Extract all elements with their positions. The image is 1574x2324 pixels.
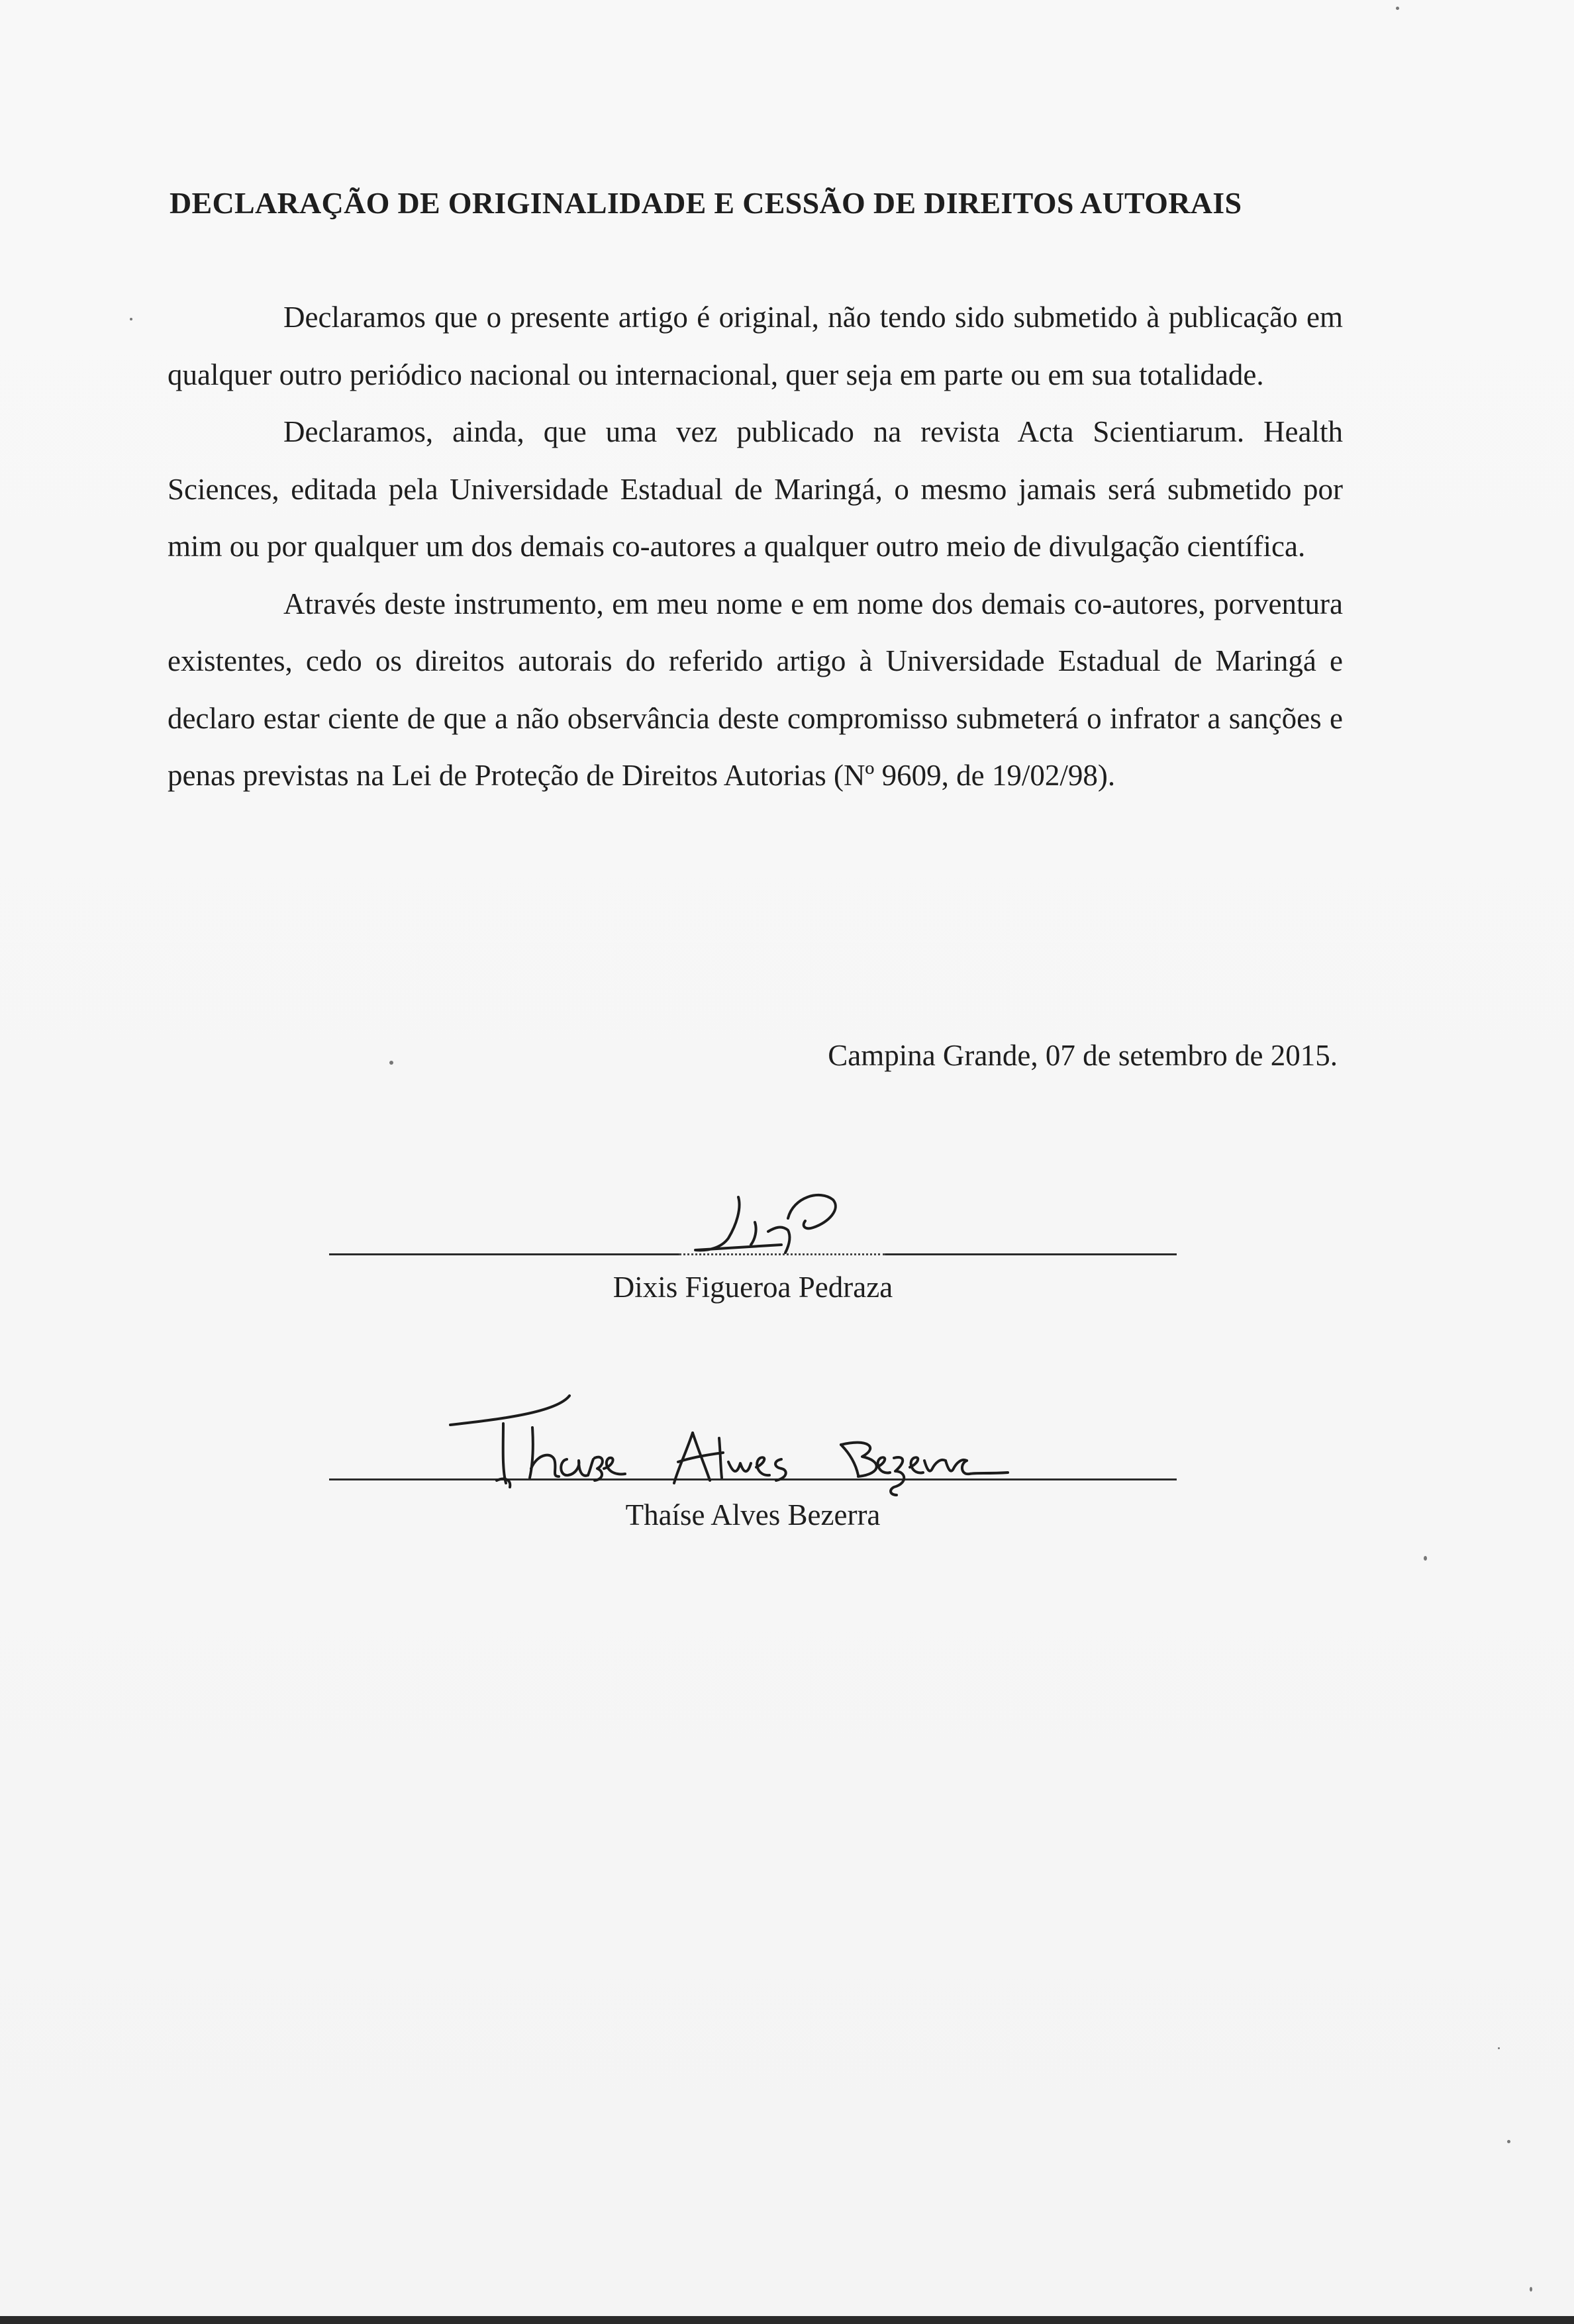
paragraph-publication: Declaramos, ainda, que uma vez publicado na revista Acta Scientiarum. Health Sciences, editada pela Universidade Estadual de Maringá, o mesmo jamais será submetido por mim ou por qualquer um dos demais co-autores a qualquer outro meio de divulgação científica. bbox=[168, 415, 1343, 563]
scan-speck bbox=[1498, 2047, 1500, 2049]
paragraph-rights-transfer: Através deste instrumento, em meu nome e em nome dos demais co-autores, porventura existentes, cedo os direitos autorais do referido artigo à Universidade Estadual de Maringá e declaro estar ciente de que a não observância deste compromisso submeterá o infrator a sanções e penas previstas na Lei de Proteção de Direitos Autorias (Nº 9609, de 19/02/98). bbox=[168, 587, 1343, 792]
scan-speck bbox=[130, 318, 132, 320]
scan-speck bbox=[1507, 2140, 1510, 2143]
signature-thaise-alves-bezerra bbox=[437, 1384, 1033, 1503]
place-and-date: Campina Grande, 07 de setembro de 2015. bbox=[828, 1039, 1338, 1072]
signer-name: Dixis Figueroa Pedraza bbox=[613, 1271, 893, 1304]
page-title: DECLARAÇÃO DE ORIGINALIDADE E CESSÃO DE DIREITOS AUTORAIS bbox=[170, 186, 1242, 220]
scan-speck bbox=[1530, 2287, 1532, 2292]
declaration-body bbox=[168, 289, 1343, 804]
paragraph-originality: Declaramos que o presente artigo é original, não tendo sido submetido à publicação em qualquer outro periódico nacional ou internacional, quer seja em parte ou em sua totalidade. bbox=[168, 301, 1343, 391]
scan-speck bbox=[1424, 1556, 1427, 1561]
signature-line bbox=[329, 1253, 679, 1255]
scan-bottom-edge bbox=[0, 2316, 1574, 2324]
signer-name: Thaíse Alves Bezerra bbox=[625, 1498, 881, 1531]
scan-speck bbox=[1396, 7, 1399, 10]
signature-dixis-figueroa-pedraza bbox=[689, 1179, 887, 1258]
scan-speck bbox=[389, 1061, 393, 1065]
signature-line bbox=[885, 1253, 1177, 1255]
